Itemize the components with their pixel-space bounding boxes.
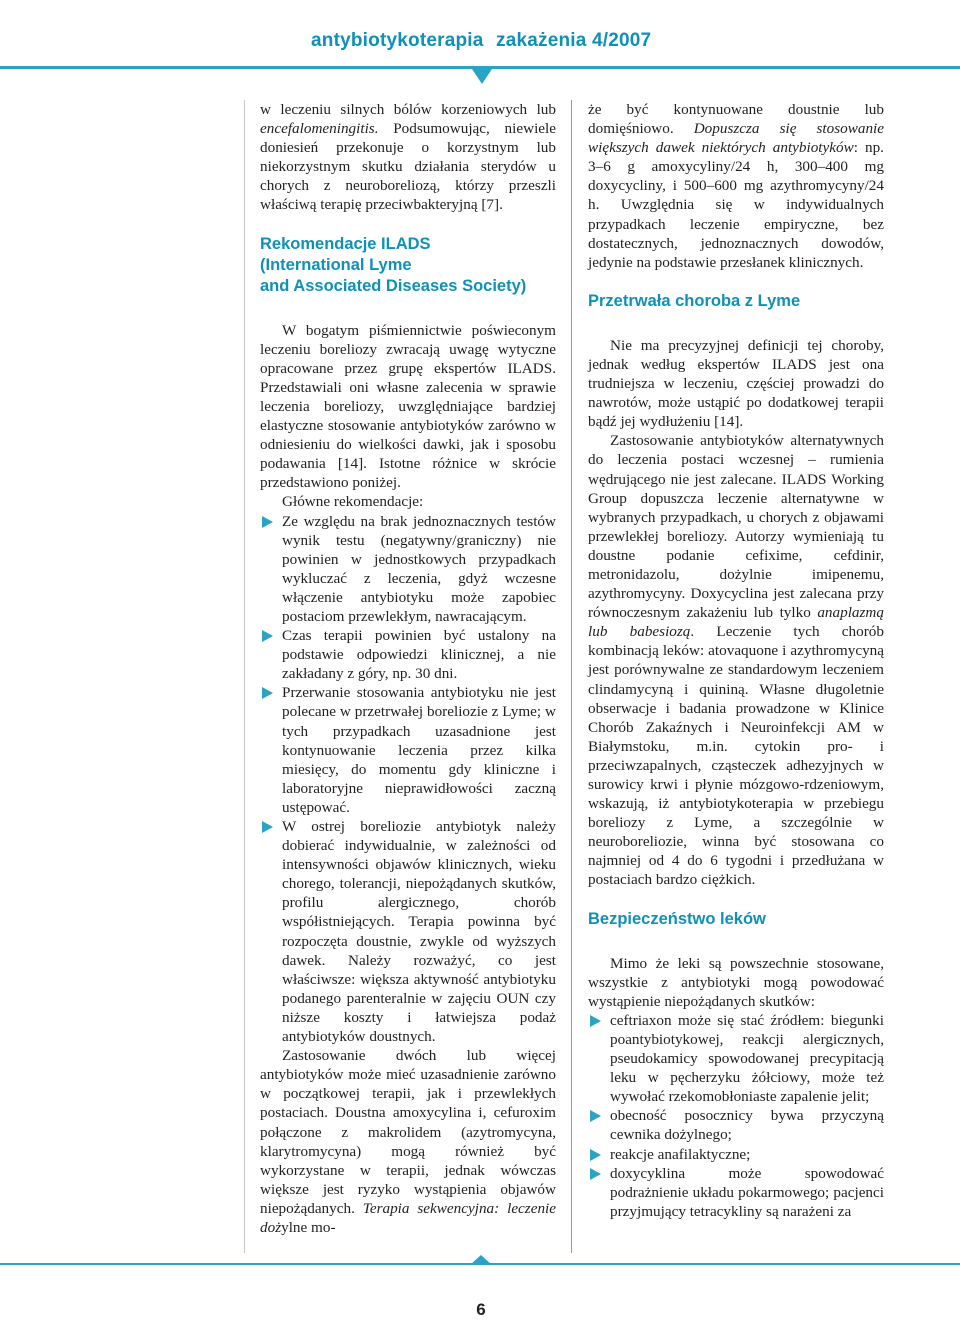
- continued-paragraph: że być kontynuowane doustnie lub domięśniowo. Dopuszcza się stosowanie większych dawek niektórych antybiotyków: np. 3–6 g amoxycyliny/24 h, 300–400 mg doxycycliny, i 500–600 mg azythromycyny/24 h. Uwzględnia się w indywidualnych przypadkach leczenie empiryczne, bez dostatecznych, jednoznacznych dowodów, jedynie na podstawie przesłanek klinicznych.: [588, 101, 884, 271]
- column-divider: [571, 100, 572, 1253]
- footer-arrow-icon: [470, 1255, 492, 1265]
- page-header: [0, 0, 960, 90]
- left-column: [260, 100, 556, 1237]
- recommendations-intro: Główne rekomendacje:: [282, 493, 424, 511]
- persistent-lyme-paragraph: Nie ma precyzyjnej definicji tej choroby, jednak według ekspertów ILADS jest ona trudniejsza w leczeniu, częściej prowadzi do nawrotów, może ustąpić po dodatkowej terapii bądź jej wydłużeniu [14].: [588, 336, 884, 431]
- section-title-drug-safety: Bezpieczeństwo leków: [588, 909, 766, 928]
- list-item: Czas terapii powinien być ustalony na podstawie odpowiedzi klinicznej, a nie zakładany z góry, np. 30 dni.: [260, 626, 556, 683]
- list-item: W ostrej boreliozie antybiotyk należy dobierać indywidualnie, w zależności od intensywności objawów klinicznych, wieku chorego, tolerancji, niepożądanych skutków, profilu alergicznego, chorób współistniejących. Terapia powinna być rozpoczęta doustnie, zwykle od wyższych dawek. Należy rozważyć, co jest właściwsze: większa aktywność antybiotyku podanego parenteralnie w zajęciu OUN czy niższe koszty i łatwiejsza podaż antybiotyków doustnych.: [260, 817, 556, 1046]
- recommendations-list: [260, 512, 556, 1047]
- ilads-paragraph: W bogatym piśmiennictwie poświeconym leczeniu boreliozy zwracają uwagę wytyczne opracowane przez grupę ekspertów ILADS. Przedstawiali oni własne zalecenia w sprawie leczenia boreliozy, uwzględniające bardziej elastyczne stosowanie antybiotyków zarówno w odniesieniu do wielkości dawki, jak i sposobu podawania [14]. Istotne różnice w skrócie przedstawiono poniżej.: [260, 321, 556, 492]
- side-effects-list: [588, 1011, 884, 1221]
- drug-safety-paragraph: Mimo że leki są powszechnie stosowane, wszystkie z antybiotyki mogą powodować wystąpienie niepożądanych skutków:: [588, 954, 884, 1010]
- section-title-persistent-lyme: Przetrwała choroba z Lyme: [588, 291, 801, 310]
- intro-paragraph: w leczeniu silnych bólów korzeniowych lub encefalomeningitis. Podsumowując, niewiele doniesień przekonuje o korzystnym lub niekorzystnym skutku działania sterydów u chorych z neuroboreliozą, którzy przeszli właściwą terapię przeciwbakteryjną [7].: [260, 101, 556, 214]
- right-column: [588, 100, 884, 1221]
- header-arrow-icon: [470, 66, 494, 84]
- page-number: 6: [476, 1300, 486, 1319]
- section-title-ilads: Rekomendacje ILADS (International Lyme and Associated Diseases Society): [260, 234, 527, 295]
- list-item: Ze względu na brak jednoznacznych testów wynik testu (negatywny/graniczny) nie powinien w jednostkowych przypadkach wykluczać z leczenia, gdyż wczesne włączenie antybiotyku może zapobiec postaciom przewlekłym, nawracającym.: [260, 512, 556, 627]
- journal-issue-title: zakażenia 4/2007: [496, 30, 652, 51]
- combination-therapy-paragraph: Zastosowanie dwóch lub więcej antybiotyków może mieć uzasadnienie zarówno w początkowej terapii, jak i przewlekłych postaciach. Doustna amoxycylina i, cefuroxim połączone z makrolidem (azytromycyna, klarytromycyna) mogą również być wykorzystane w terapii, jednak wówczas większe jest ryzyko wystąpienia objawów niepożądanych. Terapia sekwencyjna: leczenie dożylne mo-: [260, 1047, 557, 1236]
- list-item: reakcje anafilaktyczne;: [588, 1145, 884, 1164]
- list-item: doxycyklina może spowodować podrażnienie układu pokarmowego; pacjenci przyjmujący tetracykliny są narażeni za: [588, 1164, 884, 1221]
- alternative-antibiotics-paragraph: Zastosowanie antybiotyków alternatywnych do leczenia postaci wczesnej – rumienia wędrującego nie jest zalecane. ILADS Working Group dopuszcza leczenie alternatywne w wybranych przypadkach, u chorych z objawami przewlekłej boreliozy. Autorzy wymieniają tu doustne podanie cefixime, cefdinir, metronidazolu, dożylnie imipenemu, azythromycyny. Doxycyclina jest zalecana przy równoczesnym zakażeniu lub tylko anaplazmą lub babesiozą. Leczenie tych chorób kombinacją leków: atovaquone i azythromycyną jest porównywalne ze standardowym leczeniem clindamycyną i quininą. Własne długoletnie obserwacje i badania prowadzone w Klinice Chorób Zakaźnych i Neuroinfekcji AM w Białymstoku, m.in. cytokin pro- i przeciwzapalnych, cząsteczek adhezyjnych w surowicy krwi i płynie mózgowo-rdzeniowym, wskazują, iż antybiotykoterapia w przebiegu boreliozy z Lyme, a szczególnie w neuroboreliozie, winna być stosowana co najmniej od 4 do 6 tygodni i przedłużana w postaciach bardzo ciężkich.: [588, 432, 884, 889]
- list-item: obecność posocznicy bywa przyczyną cewnika dożylnego;: [588, 1106, 884, 1144]
- left-margin-rule: [244, 100, 245, 1253]
- list-item: ceftriaxon może się stać źródłem: biegunki poantybiotykowej, reakcji alergicznych, pseudokamicy spowodowanej precypitacją leku w pęcherzyku żółciowy, może też wywołać rzekomobłoniaste zapalenie jelit;: [588, 1011, 884, 1106]
- list-item: Przerwanie stosowania antybiotyku nie jest polecane w przetrwałej boreliozie z Lyme; w tych przypadkach uzasadnione jest kontynuowanie leczenia przez kilka miesięcy, do momentu gdy kliniczne i laboratoryjne nieprawidłowości zaczną ustępować.: [260, 683, 556, 817]
- journal-section-title: antybiotykoterapia: [311, 30, 484, 51]
